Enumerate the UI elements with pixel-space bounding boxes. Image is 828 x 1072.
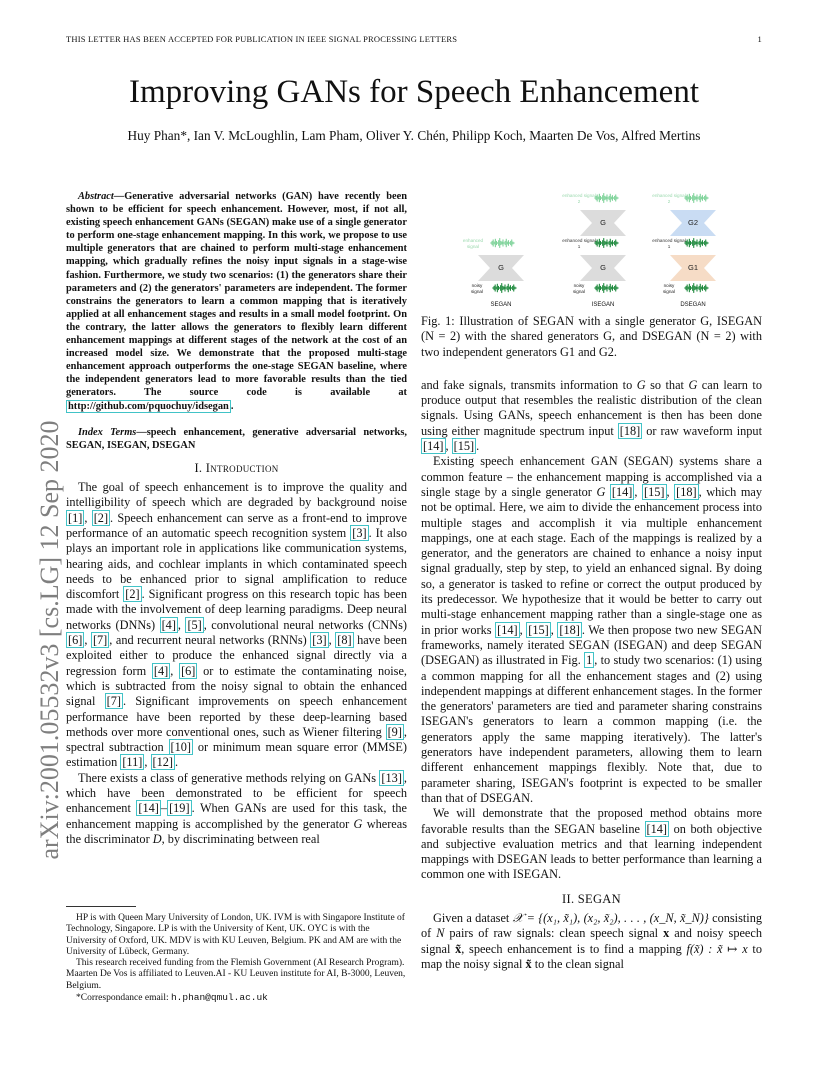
generator-g2-dsegan-label: G2 [687, 218, 699, 227]
citation-link[interactable]: [11] [122, 755, 143, 770]
noisy-signal-label: noisy signal [572, 283, 586, 294]
intro-paragraph-1 [66, 480, 407, 771]
citation-link[interactable]: [10] [170, 740, 192, 755]
citation-link[interactable]: [12] [152, 755, 173, 770]
footnote-affiliations: HP is with Queen Mary University of London, UK. IVM is with Singapore Institute of Technology, Singapore. LP is with the University of Kent, UK. OYC is with the University of Oxford, UK. MDV is with KU Leuven, Belgium. PK and AM are with the University of Lübeck, Germany. [66, 913, 405, 957]
noisy-waveform [493, 283, 516, 293]
text-span: , [84, 633, 91, 648]
citation-link[interactable]: [4] [153, 663, 169, 678]
citation-link[interactable]: [14] [497, 622, 518, 637]
citation-link[interactable]: 1 [586, 653, 593, 668]
figure-caption: Fig. 1: Illustration of SEGAN with a single generator G, ISEGAN (N = 2) with the shared generators G, and DSEGAN (N = 2) with two independent generators G1 and G2. [421, 314, 762, 359]
citation-link[interactable]: [19] [169, 801, 190, 816]
text-span: We will demonstrate that the proposed method obtains more favorable results than the SEGAN baseline [421, 806, 762, 836]
text-span: on both objective and subjective evaluation metrics and that learning independent mappings with DSEGAN leads to better performance than learning a common one with ISEGAN. [421, 821, 762, 882]
math-dataset: 𝒳 = {(x₁, x̃₁), (x₂, x̃₂), . . . , (x_N, x̃_N)} [512, 910, 709, 925]
index-terms [66, 426, 407, 452]
text-span: . It also plays an important role in applications like communication systems, hearing aids, and cochlear implants in which contaminated speech needs to be enhanced prior to signal amplification to reduce discomfort [66, 525, 407, 602]
citation-link[interactable]: [4] [161, 617, 176, 632]
text-span: There exists a class of generative methods relying on GANs [78, 770, 380, 785]
enhanced-signal-2-label: enhanced signal 2 [562, 193, 596, 204]
text-span: , which have been demonstrated to be efficient for speech enhancement [66, 770, 407, 816]
math-mapping: f(x̃) : x̃ ↦ x [686, 941, 748, 956]
citation-link[interactable]: [5] [187, 617, 202, 632]
noisy-waveform [595, 283, 618, 293]
citation-link[interactable]: [13] [381, 770, 402, 785]
citation-link[interactable]: [3] [352, 525, 367, 540]
math-symbol: x̃ [455, 941, 462, 956]
footnote-correspondence [66, 992, 407, 1004]
citation-link[interactable]: [2] [93, 510, 109, 525]
text-span: . Significant progress on this research topic has been made with the involvement of deep learning paradigms. Deep neural networks (DNNs) [66, 587, 407, 632]
abstract-text: —Generative adversarial networks (GAN) have recently been shown to be efficient for speech enhancement. However, most, if not all, existing speech enhancement GANs (SEGAN) make use of a single generator to perform one-stage enhancement mapping. In this work, we propose to use multiple generators that are chained to perform multi-stage enhancement mapping, which gradually refines the noisy input signals in a stage-wise fashion. Furthermore, we study two scenarios: (1) the generators share their parameters and (2) the generators' parameters are independent. The former constrains the generators to learn a common mapping that is iteratively applied at all enhancement stages and results in a small model footprint. On the contrary, the latter allows the generators to flexibly learn different enhancement mappings at different stages of the network at the cost of an increased model size. We demonstrate that the proposed multi-stage enhancement approach outperforms the one-stage SEGAN baseline, where the independent generators lead to more favorable results than the tied generators. The source code is available at [66, 191, 407, 399]
text-span: Given a dataset [433, 910, 513, 925]
math-symbol: G [596, 484, 606, 499]
math-symbol: G [636, 377, 646, 392]
citation-link[interactable]: [18] [676, 484, 697, 499]
generator-g-isegan-1-label: G [600, 263, 606, 272]
generator-g-isegan-2-label: G [600, 218, 606, 227]
math-symbol: G [353, 816, 363, 831]
math-symbol: x̃ [525, 956, 532, 971]
text-span: or minimum mean square error (MMSE) estimation [66, 740, 407, 770]
index-terms-text: —speech enhancement, generative adversarial networks, SEGAN, ISEGAN, DSEGAN [66, 426, 407, 451]
enhanced-1-waveform [685, 238, 708, 248]
noisy-signal-label: noisy signal [662, 283, 676, 294]
paragraph-existing-segan [421, 454, 762, 806]
right-body [421, 378, 762, 972]
citation-link[interactable]: [14] [646, 821, 668, 836]
noisy-waveform [685, 283, 708, 293]
citation-link[interactable]: [18] [619, 423, 641, 438]
citation-link[interactable]: [18] [559, 622, 580, 637]
text-span: , convolutional neural networks (CNNs) [203, 617, 407, 632]
footnote-funding: This research received funding from the Flemish Government (AI Research Program). Maarten De Vos is affiliated to Leuven.AI - KU Leuven institute for AI, B-3000, Leuven, Belgium. [66, 958, 406, 991]
math-symbol: G [688, 377, 698, 392]
text-span: . [175, 755, 179, 770]
text-span: can learn to produce output that resembles the realistic distribution of the clean signals. Using GANs, speech enhancement is then has been done using either magnitude spectrum input [421, 377, 762, 438]
text-span: whereas the discriminator [66, 816, 407, 846]
text-span: , and recurrent neural networks (RNNs) [109, 633, 311, 648]
text-span: pairs of raw signals: clean speech signal [444, 926, 664, 941]
intro-paragraph-2 [66, 771, 407, 847]
enhanced-2-waveform [595, 193, 618, 203]
text-span: – [160, 801, 168, 816]
text-span: , [519, 622, 527, 637]
text-span: The goal of speech enhancement is to improve the quality and intelligibility of speech which are degraded by background noise [66, 480, 407, 510]
right-column [421, 190, 762, 972]
citation-link[interactable]: [9] [387, 724, 402, 739]
section-name: SEGAN [577, 891, 621, 906]
text-span: , [84, 510, 92, 525]
text-span: consisting of [421, 910, 763, 941]
citation-link[interactable]: [7] [92, 633, 108, 648]
paper-title: Improving GANs for Speech Enhancement [128, 74, 699, 110]
text-span: or raw waveform input [642, 423, 762, 438]
citation-link[interactable]: [6] [68, 633, 83, 648]
text-span: have been exploited either to produce the enhanced signal directly via a regression form [66, 633, 408, 678]
text-span: . Speech enhancement can serve as a front-end to improve performance of an automatic speech recognition system [66, 510, 407, 540]
footnote-rule [66, 906, 136, 907]
enhanced-signal-2-label: enhanced signal 2 [652, 193, 686, 204]
text-span: , [144, 755, 151, 770]
math-symbol: N [436, 926, 445, 941]
figure-1 [421, 190, 762, 310]
text-span: . When GANs are used for this task, the enhancement mapping is accomplished by the generator [66, 801, 407, 831]
citation-link[interactable]: [14] [423, 439, 444, 454]
text-span: , to study two scenarios: (1) using a common mapping for all the enhancement stages and (2) using independent mappings at different enhancement stages. In the former the generators' parameters are tied and parameter sharing constrains ISEGAN's generators to learn a common mapping (i.e. the generators apply the same mapping iteratively). The latter's generators have independent parameters, allowing them to learn different enhancement mappings flexibly. Note that, due to parameter sharing, ISEGAN's footprint is expected to be smaller than that of DSEGAN. [421, 653, 762, 805]
intro-body [66, 480, 407, 847]
correspondence-email[interactable]: h.phan@qmul.ac.uk [170, 992, 268, 1004]
footnotes [66, 906, 407, 1004]
text-span: , spectral subtraction [66, 724, 407, 755]
citation-link[interactable]: [8] [337, 633, 352, 648]
text-span: , [666, 484, 675, 499]
section-name: Introduction [205, 460, 279, 475]
text-span: . We then propose two new SEGAN frameworks, namely iterated SEGAN (ISEGAN) and deep SEGAN (DSEGAN) as illustrated in Fig. [421, 622, 762, 668]
index-terms-label: Index Terms [78, 426, 137, 438]
section-heading-segan [421, 892, 762, 907]
text-span: , which may not be optimal. Here, we aim to divide the enhancement process into multiple stages and accomplish it via multiple enhancement mappings, one at each stage. Each of the mappings is realized by a generator, and the generators are chained to enhance a noisy input signal gradually, step by step, to yield an enhanced signal. By doing so, a generator is tasked to refine or correct the output produced by its predecessor. We hypothesize that it would be better to carry out multi-stage enhancement mapping rather than a single-stage one as in prior works [421, 484, 763, 637]
text-span: to map the noisy signal [421, 941, 762, 971]
text-span: . Significant improvements on speech enhancement performance have been reported by these deep-learning based methods over more conventional ones, such as Wiener filtering [66, 694, 407, 739]
running-header: THIS LETTER HAS BEEN ACCEPTED FOR PUBLICATION IN IEEE SIGNAL PROCESSING LETTERS [66, 34, 458, 44]
citation-link[interactable]: [1] [68, 510, 83, 525]
text-span: , speech enhancement is to find a mapping [461, 941, 687, 956]
section-number: I. [194, 460, 206, 475]
segan-title: SEGAN [490, 302, 512, 308]
generator-g1-dsegan-label: G1 [687, 263, 699, 272]
text-span: so that [645, 377, 689, 392]
citation-link[interactable]: [15] [644, 484, 665, 499]
left-column [66, 190, 407, 847]
isegan-title: ISEGAN [591, 302, 615, 308]
architecture-diagram [421, 190, 762, 310]
enhanced-1-waveform [595, 238, 618, 248]
enhanced-signal-1-label: enhanced signal 1 [652, 238, 686, 249]
abstract-label: Abstract [78, 191, 114, 202]
section-number: II. [562, 891, 578, 906]
text-span: , [445, 439, 452, 454]
noisy-signal-label: noisy signal [470, 283, 484, 294]
text-span: , [634, 484, 642, 499]
math-symbol: D [152, 831, 162, 846]
dsegan-title: DSEGAN [680, 302, 706, 308]
author-list: Huy Phan*, Ian V. McLoughlin, Lam Pham, Oliver Y. Chén, Philipp Koch, Maarten De Vos, Alfred Mertins [127, 128, 701, 143]
citation-link[interactable]: [14] [138, 801, 159, 816]
text-span: . [476, 439, 480, 454]
correspondence-label: *Correspondance email: [76, 993, 171, 1004]
source-code-link[interactable]: http://github.com/pquochuy/idsegan [68, 400, 229, 412]
text-span: and noisy speech signal [421, 926, 762, 956]
enhanced-waveform [491, 238, 514, 248]
abstract [66, 190, 407, 413]
citation-link[interactable]: [2] [125, 587, 140, 602]
enhanced-signal-label: enhanced signal [462, 238, 484, 249]
citation-link[interactable]: [15] [453, 439, 475, 454]
paragraph-demonstration [421, 806, 762, 882]
text-span: , [328, 633, 336, 648]
paragraph-segan-definition [421, 911, 762, 972]
text-span: or to estimate the contaminating noise, which is subtracted from the noisy signal to obtain the enhanced signal [66, 663, 407, 709]
text-span: to the clean signal [531, 956, 624, 971]
section-heading-introduction [66, 461, 407, 476]
paragraph-continuation [421, 378, 762, 454]
citation-link[interactable]: [15] [528, 622, 549, 637]
citation-link[interactable]: [7] [106, 694, 121, 709]
citation-link[interactable]: [14] [611, 484, 633, 499]
enhanced-signal-1-label: enhanced signal 1 [562, 238, 596, 249]
arxiv-stamp: arXiv:2001.05532v3 [cs.LG] 12 Sep 2020 [35, 420, 64, 860]
page-number: 1 [757, 34, 762, 44]
citation-link[interactable]: [6] [181, 663, 196, 678]
text-span: , [170, 663, 180, 678]
math-symbol: x [663, 926, 670, 941]
enhanced-2-waveform [685, 193, 708, 203]
text-span: , by discriminating between real [161, 831, 320, 846]
text-span: , [550, 622, 558, 637]
text-span: Existing speech enhancement GAN (SEGAN) systems share a common feature – the enhancement mapping is accomplished via a single stage by a single generator [421, 454, 762, 499]
text-span: and fake signals, transmits information to [421, 377, 637, 392]
citation-link[interactable]: [3] [312, 633, 327, 648]
generator-g-segan-label: G [498, 263, 504, 272]
abstract-end: . [230, 400, 234, 412]
text-span: , [177, 617, 186, 632]
